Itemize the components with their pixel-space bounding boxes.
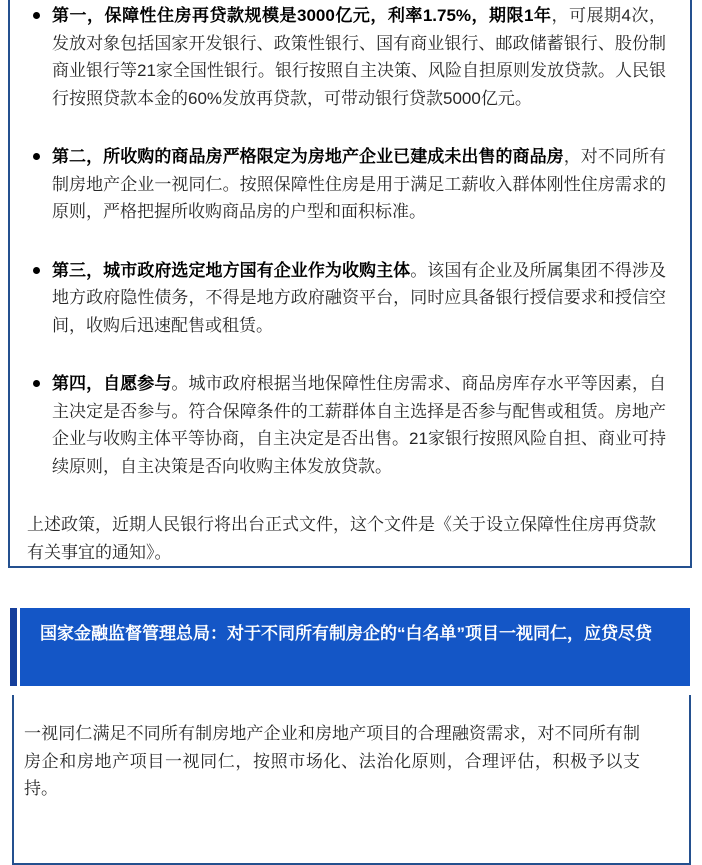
policy-bullet-list xyxy=(27,2,672,480)
bullet-body: 。城市政府根据当地保障性住房需求、商品房库存水平等因素，自主决定是否参与。符合保障条件的工薪群体自主选择是否参与配售或租赁。房地产企业与收购主体平等协商，自主决定是否出售。21家银行按照风险自担、商业可持续原则，自主决策是否向收购主体发放贷款。 xyxy=(52,374,667,476)
bullet-icon xyxy=(33,12,40,19)
bullet-body: ，对不同所有制房地产企业一视同仁。按照保障性住房是用于满足工薪收入群体刚性住房需求的原则，严格把握所收购商品房的户型和面积标准。 xyxy=(52,147,667,221)
bullet-body: 。该国有企业及所属集团不得涉及地方政府隐性债务，不得是地方政府融资平台，同时应具备银行授信要求和授信空间，收购后迅速配售或租赁。 xyxy=(52,260,667,335)
bullet-lead: 第一，保障性住房再贷款规模是3000亿元，利率1.75%，期限1年 xyxy=(52,6,552,25)
section-title: 国家金融监督管理总局：对于不同所有制房企的“白名单”项目一视同仁，应贷尽贷 xyxy=(40,624,652,643)
list-item xyxy=(27,143,672,226)
section-header xyxy=(20,608,690,686)
bullet-body: ，可展期4次，发放对象包括国家开发银行、政策性银行、国有商业银行、邮政储蓄银行、股份制商业银行等21家全国性银行。银行按照自主决策、风险自担原则发放贷款。人民银行按照贷款本金的60%发放再贷款，可带动银行贷款5000亿元。 xyxy=(52,6,666,108)
closing-paragraph: 上述政策，近期人民银行将出台正式文件，这个文件是《关于设立保障性住房再贷款有关事宜的通知》。 xyxy=(27,515,656,562)
policy-summary-box xyxy=(8,0,692,568)
header-accent-bar xyxy=(10,608,17,686)
bullet-lead: 第四，自愿参与 xyxy=(52,374,172,393)
list-item xyxy=(27,257,672,340)
bullet-icon xyxy=(33,380,40,387)
bullet-lead: 第三，城市政府选定地方国有企业作为收购主体 xyxy=(52,260,411,280)
bullet-icon xyxy=(33,153,40,160)
bullet-icon xyxy=(33,267,40,274)
detail-box xyxy=(12,695,691,865)
bullet-lead: 第二，所收购的商品房严格限定为房地产企业已建成未出售的商品房 xyxy=(52,147,564,166)
detail-paragraph: 一视同仁满足不同所有制房地产企业和房地产项目的合理融资需求，对不同所有制房企和房地产项目一视同仁，按照市场化、法治化原则，合理评估，积极予以支持。 xyxy=(24,724,640,798)
list-item xyxy=(27,2,672,112)
list-item xyxy=(27,370,672,480)
